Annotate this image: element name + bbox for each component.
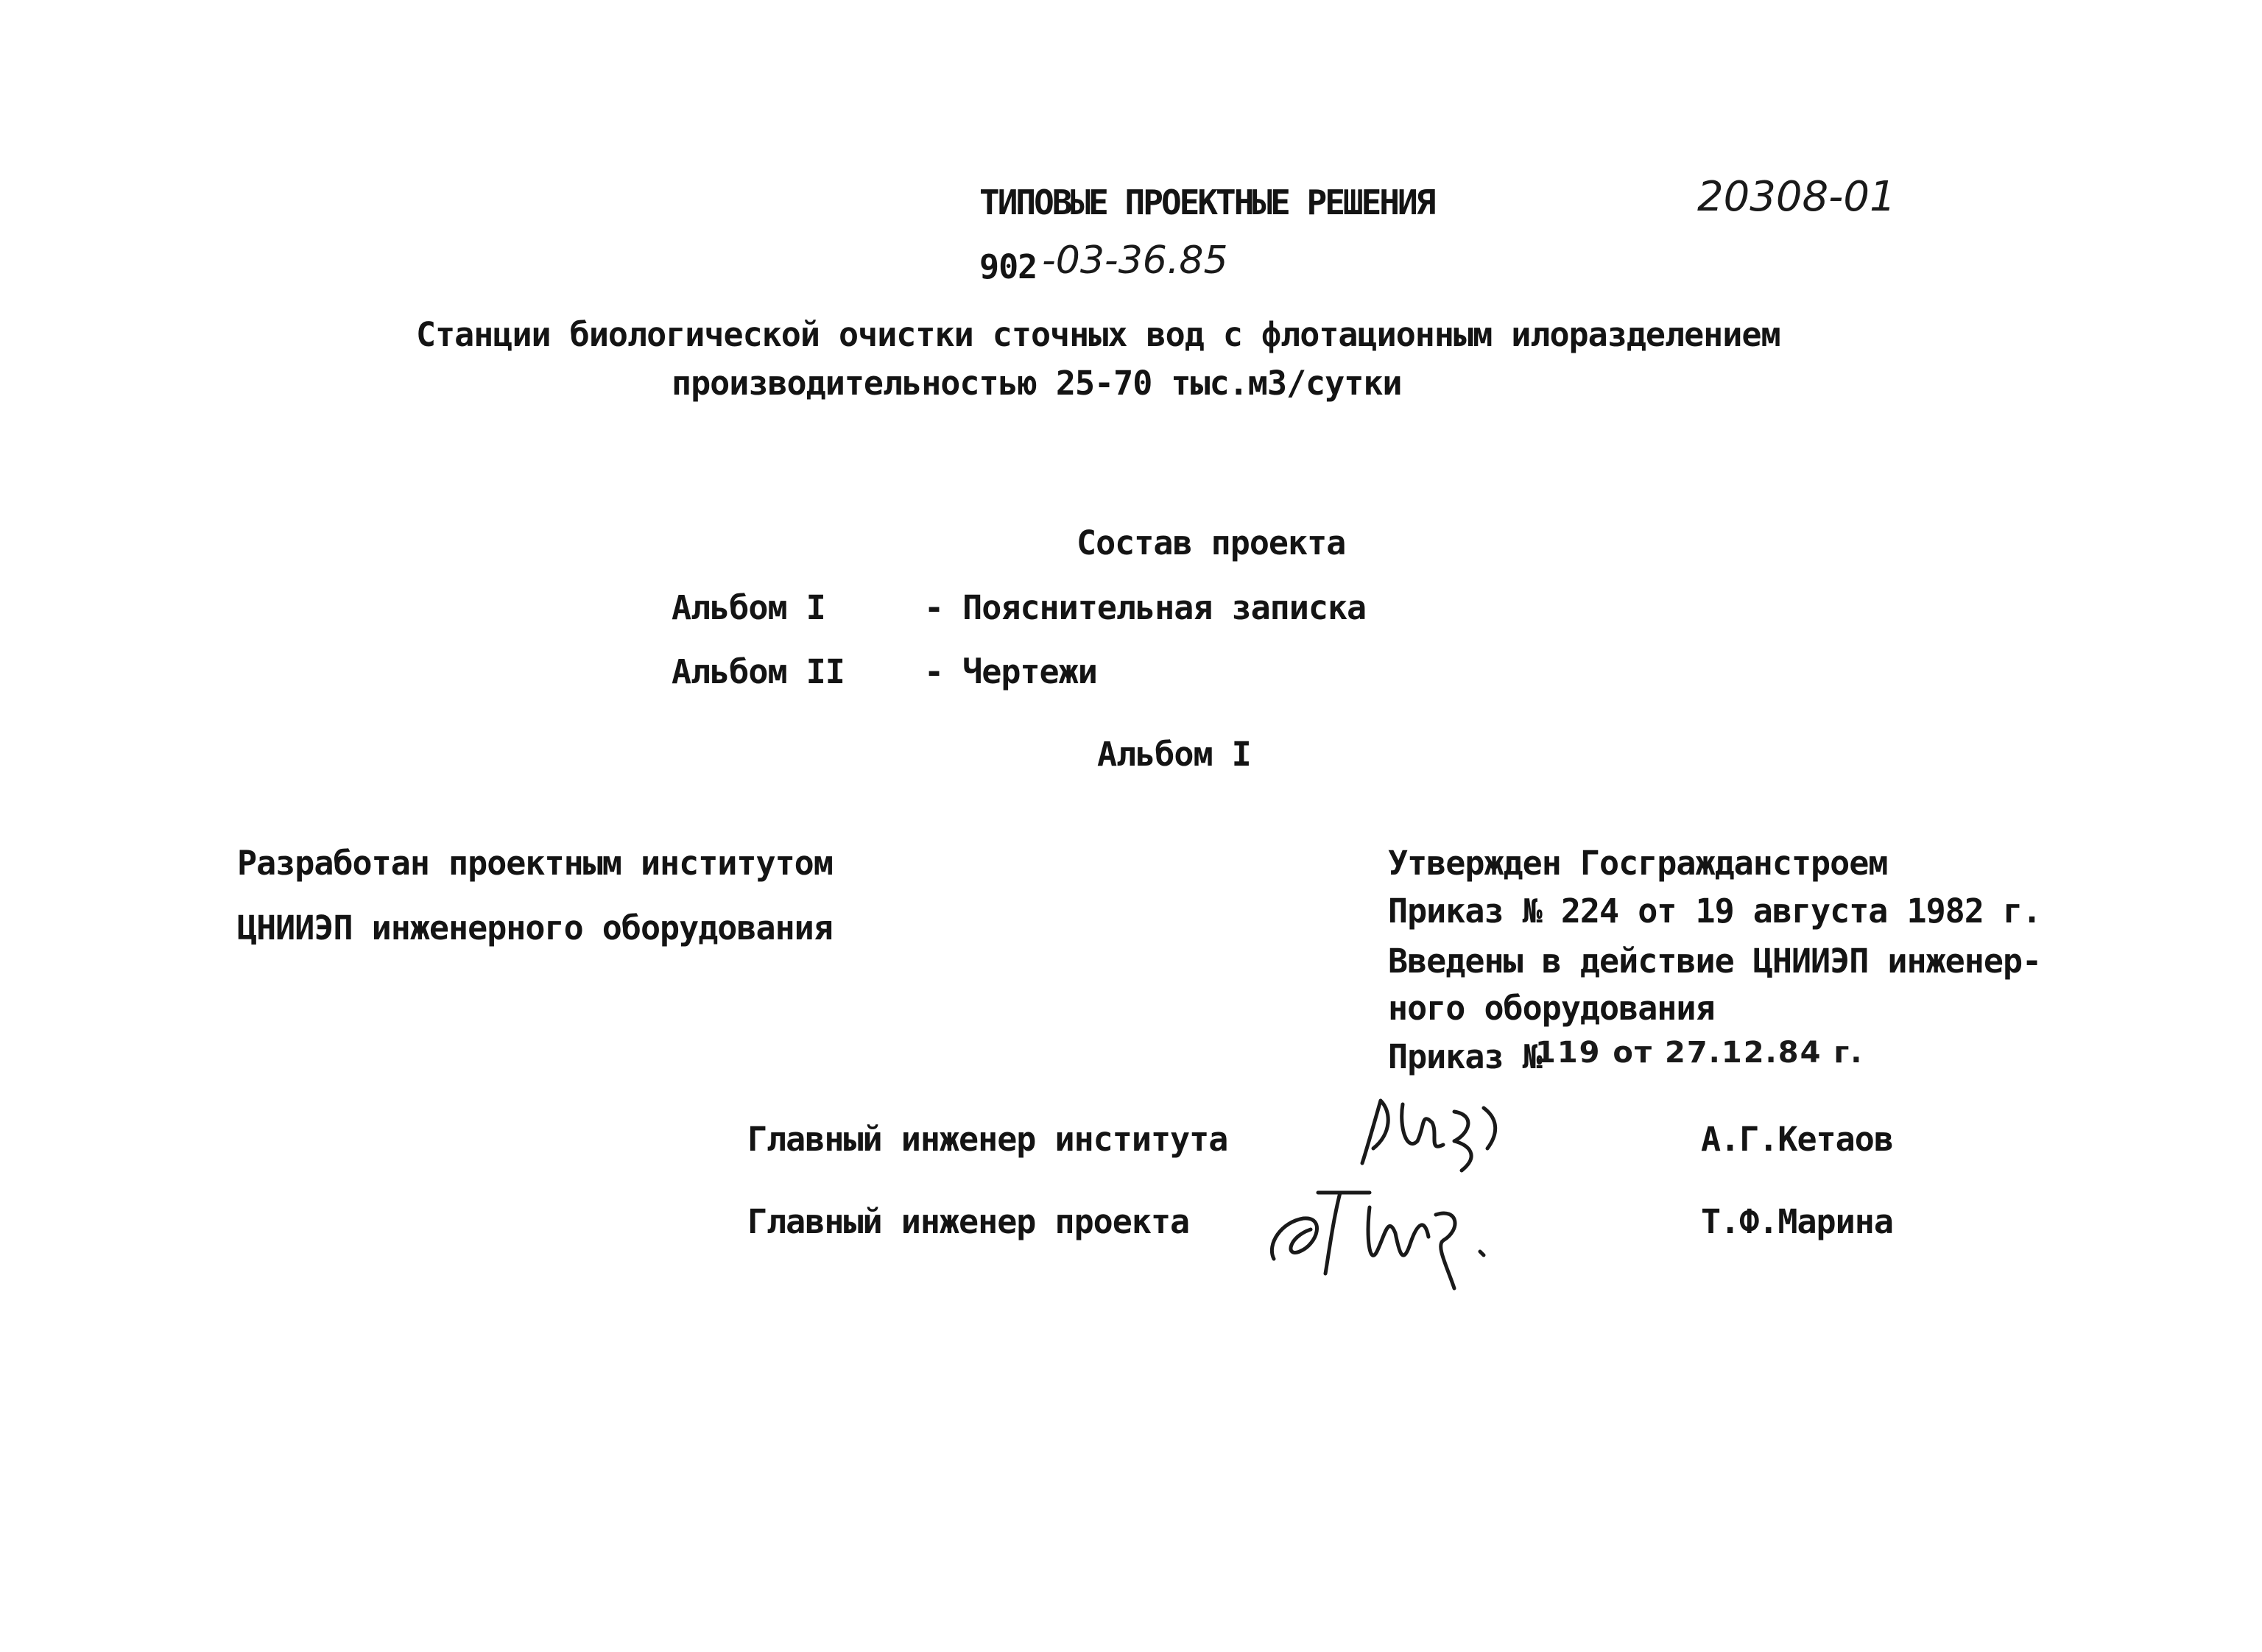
series-title: ТИПОВЫЕ ПРОЕКТНЫЕ РЕШЕНИЯ <box>979 183 1434 222</box>
document-number: 20308-01 <box>1697 173 1896 221</box>
signature-role-2: Главный инженер проекта <box>747 1202 1190 1241</box>
project-code-handwritten: -03-36.85 <box>1042 239 1228 283</box>
current-album: Альбом I <box>1097 735 1251 774</box>
project-title-line1: Станции биологической очистки сточных вод с флотационным илоразделением <box>416 315 1780 354</box>
approval-line5-typed: Приказ № <box>1388 1037 1542 1076</box>
approval-line3: Введены в действие ЦНИИЭП инженер- <box>1388 942 2042 981</box>
album-2-name: Альбом II <box>672 652 845 691</box>
handwritten-signature-2 <box>1259 1163 1509 1296</box>
signature-role-1: Главный инженер института <box>747 1120 1228 1159</box>
project-title-line2: производительностью 25-70 тыс.м3/сутки <box>672 364 1402 403</box>
approval-line1: Утвержден Госгражданстроем <box>1388 844 1888 883</box>
approval-line2: Приказ № 224 от 19 августа 1982 г. <box>1388 892 2042 931</box>
developer-line1: Разработан проектным институтом <box>237 844 833 883</box>
approval-line5-handwritten: 119 от 27.12.84 г. <box>1535 1036 1864 1070</box>
signature-name-1: А.Г.Кетаов <box>1701 1120 1893 1159</box>
composition-heading: Состав проекта <box>1077 523 1346 562</box>
developer-line2: ЦНИИЭП инженерного оборудования <box>237 908 833 947</box>
signature-name-2: Т.Ф.Марина <box>1701 1202 1893 1241</box>
album-1-desc: - Пояснительная записка <box>924 588 1367 627</box>
album-2-desc: - Чертежи <box>924 652 1097 691</box>
project-code-prefix: 902 <box>979 247 1037 286</box>
approval-line4: ного оборудования <box>1388 989 1715 1028</box>
album-1-name: Альбом I <box>672 588 825 627</box>
